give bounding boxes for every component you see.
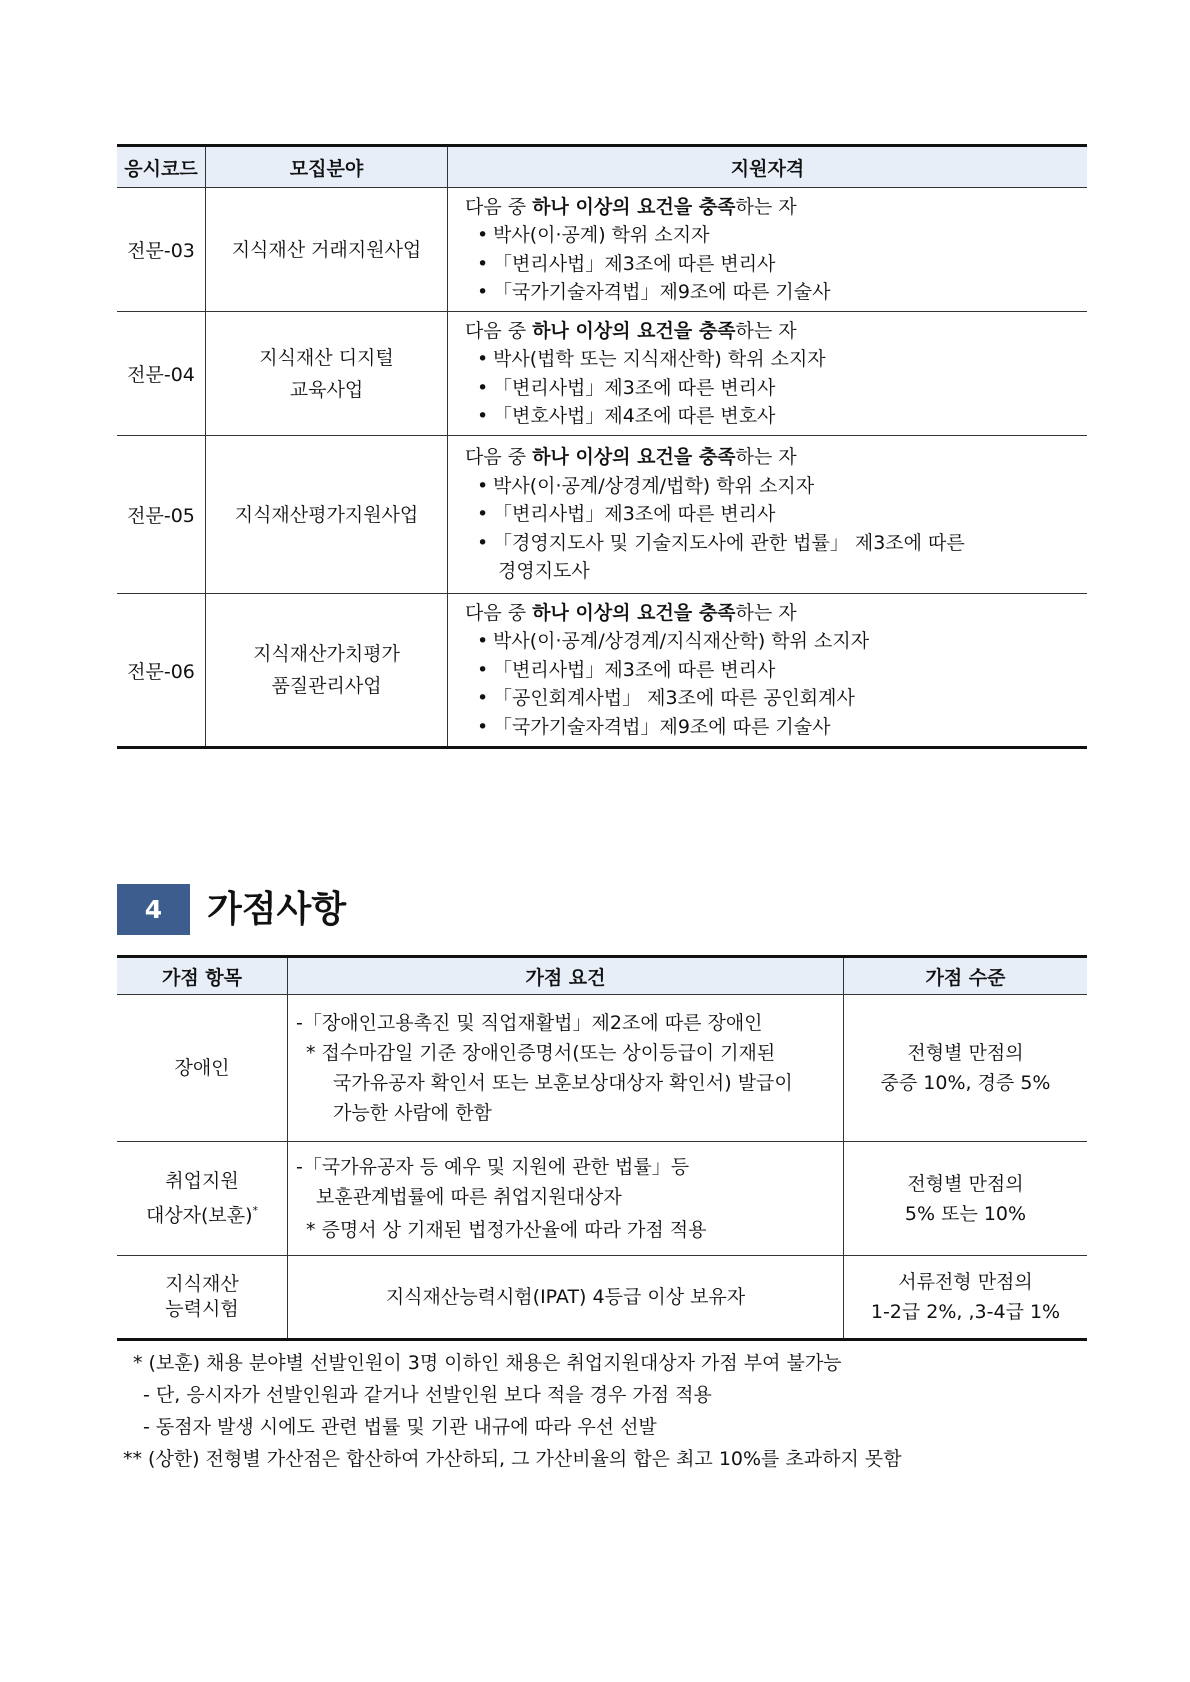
footnote: * (보훈) 채용 분야별 선발인원이 3명 이하인 채용은 취업지원대상자 가점 부여 불가능 <box>133 1352 842 1374</box>
bonus-level <box>844 1142 1088 1256</box>
bonus-level <box>844 1256 1088 1340</box>
qualification-cell <box>448 436 1088 594</box>
field-line: 교육사업 <box>289 378 364 401</box>
exam-code: 전문-03 <box>117 188 206 312</box>
qualification-intro: 다음 중 하나 이상의 요건을 충족하는 자 <box>465 195 797 218</box>
level-line: 전형별 만점의 <box>907 1172 1024 1195</box>
exam-code: 전문-06 <box>117 594 206 748</box>
field-line: 지식재산평가지원사업 <box>234 503 419 526</box>
header-bonus-level: 가점 수준 <box>844 957 1088 995</box>
header-qualification: 지원자격 <box>448 146 1088 188</box>
bonus-requirement <box>288 995 844 1142</box>
level-line: 전형별 만점의 <box>907 1042 1024 1064</box>
footnotes <box>123 1347 902 1475</box>
footnote: - 단, 응시자가 선발인원과 같거나 선발인원 보다 적을 경우 가점 적용 <box>143 1384 712 1406</box>
header-field: 모집분야 <box>206 146 448 188</box>
bonus-requirement <box>288 1142 844 1256</box>
table-row <box>117 1256 1087 1340</box>
recruit-field <box>206 436 448 594</box>
bonus-item <box>117 995 288 1142</box>
footnote-marker: * <box>252 1204 259 1218</box>
list-item-continuation: 경영지도사 <box>498 560 590 583</box>
bonus-item-line: 지식재산 <box>165 1273 239 1295</box>
list-item: • 「국가기술자격법」제9조에 따른 기술사 <box>477 281 831 303</box>
recruit-field <box>206 312 448 436</box>
bonus-item-line: 대상자(보훈)* <box>145 1204 259 1227</box>
requirement-note: * 증명서 상 기재된 법정가산율에 따라 가점 적용 <box>306 1219 707 1241</box>
qualification-cell <box>448 188 1088 312</box>
header-bonus-requirement: 가점 요건 <box>288 957 844 995</box>
list-item: • 「변호사법」제4조에 따른 변호사 <box>477 405 776 427</box>
list-item: • 박사(이·공계) 학위 소지자 <box>477 224 710 246</box>
list-item: • 「변리사법」제3조에 따른 변리사 <box>477 658 776 681</box>
field-line: 지식재산 거래지원사업 <box>231 238 422 261</box>
qualification-intro: 다음 중 하나 이상의 요건을 충족하는 자 <box>465 601 797 624</box>
table-row <box>117 594 1087 748</box>
table-row <box>117 436 1087 594</box>
list-item: • 박사(이·공계/상경계/법학) 학위 소지자 <box>477 474 815 497</box>
exam-code: 전문-05 <box>117 436 206 594</box>
table-row <box>117 312 1087 436</box>
requirement-note: 국가유공자 확인서 또는 보훈보상대상자 확인서) 발급이 <box>333 1072 793 1094</box>
field-line: 지식재산가치평가 <box>253 643 400 665</box>
list-item: • 「변리사법」제3조에 따른 변리사 <box>477 376 776 399</box>
qualification-cell <box>448 312 1088 436</box>
qualification-table <box>117 144 1087 749</box>
list-item: • 「변리사법」제3조에 따른 변리사 <box>477 503 776 526</box>
exam-code: 전문-04 <box>117 312 206 436</box>
field-line: 품질관리사업 <box>271 675 382 697</box>
bonus-points-table <box>117 955 1087 1341</box>
requirement-note: 가능한 사람에 한함 <box>333 1102 492 1124</box>
field-line: 지식재산 디지털 <box>259 346 394 369</box>
list-item: • 「국가기술자격법」제9조에 따른 기술사 <box>477 715 831 738</box>
recruit-field <box>206 188 448 312</box>
header-exam-code: 응시코드 <box>117 146 206 188</box>
bonus-item-line: 능력시험 <box>165 1298 239 1320</box>
requirement-line: 보훈관계법률에 따른 취업지원대상자 <box>316 1186 622 1208</box>
requirement-line: -「국가유공자 등 예우 및 지원에 관한 법률」등 <box>296 1156 690 1178</box>
qualification-intro: 다음 중 하나 이상의 요건을 충족하는 자 <box>465 446 797 469</box>
table-row <box>117 188 1087 312</box>
recruit-field <box>206 594 448 748</box>
level-line: 5% 또는 10% <box>904 1202 1027 1225</box>
table-row <box>117 1142 1087 1256</box>
bonus-item-line: 장애인 <box>174 1057 230 1079</box>
level-line: 1-2급 2%, ,3-4급 1% <box>870 1301 1061 1323</box>
footnote: - 동점자 발생 시에도 관련 법률 및 기관 내규에 따라 우선 선발 <box>143 1416 657 1438</box>
section-title: 가점사항 <box>207 889 347 930</box>
level-line: 서류전형 만점의 <box>898 1271 1033 1293</box>
footnote: ** (상한) 전형별 가산점은 합산하여 가산하되, 그 가산비율의 합은 최고 10%를 초과하지 못함 <box>123 1448 902 1470</box>
qualification-intro: 다음 중 하나 이상의 요건을 충족하는 자 <box>465 319 797 342</box>
section-number: 4 <box>117 884 190 935</box>
requirement-note: * 접수마감일 기준 장애인증명서(또는 상이등급이 기재된 <box>306 1042 776 1064</box>
qualification-cell <box>448 594 1088 748</box>
bonus-item-line: 취업지원 <box>165 1170 239 1193</box>
list-item: • 박사(이·공계/상경계/지식재산학) 학위 소지자 <box>477 630 870 653</box>
header-bonus-item: 가점 항목 <box>117 957 288 995</box>
list-item: • 박사(법학 또는 지식재산학) 학위 소지자 <box>477 348 826 370</box>
table-row <box>117 995 1087 1142</box>
bonus-requirement <box>288 1256 844 1340</box>
requirement-line: 지식재산능력시험(IPAT) 4등급 이상 보유자 <box>385 1286 746 1308</box>
list-item: • 「경영지도사 및 기술지도사에 관한 법률」 제3조에 따른 <box>477 531 965 554</box>
list-item: • 「변리사법」제3조에 따른 변리사 <box>477 252 776 275</box>
requirement-line: -「장애인고용촉진 및 직업재활법」제2조에 따른 장애인 <box>296 1012 763 1034</box>
list-item: • 「공인회계사법」 제3조에 따른 공인회계사 <box>477 687 855 710</box>
table-header-row <box>117 957 1087 995</box>
level-line: 중증 10%, 경증 5% <box>880 1072 1051 1094</box>
bonus-level <box>844 995 1088 1142</box>
bonus-item <box>117 1142 288 1256</box>
bonus-item <box>117 1256 288 1340</box>
table-header-row <box>117 146 1087 188</box>
